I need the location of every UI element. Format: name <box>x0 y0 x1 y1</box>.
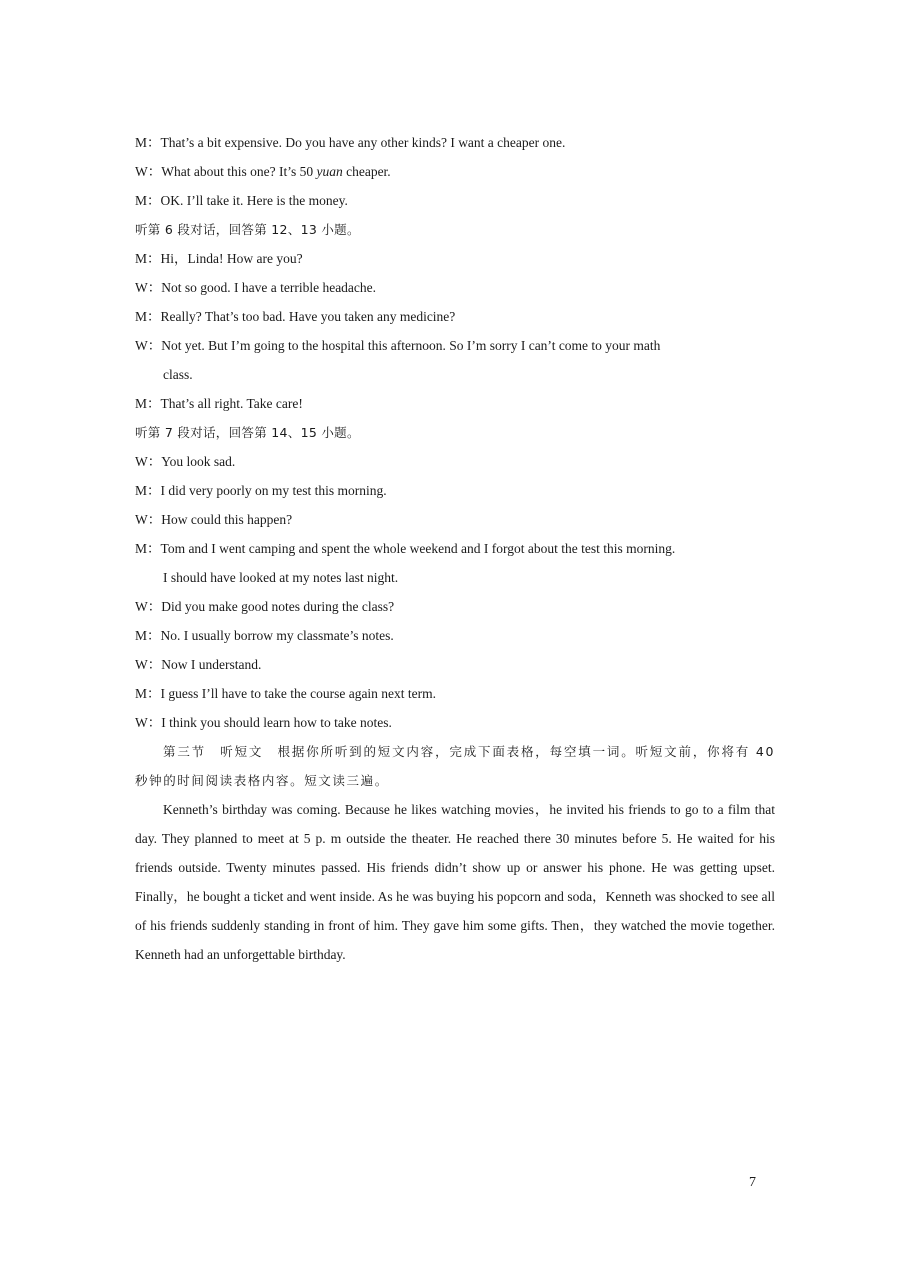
speaker-label: M： <box>135 193 161 208</box>
dialogue-text: Not yet. But I’m going to the hospital this afternoon. So I’m sorry I can’t come to your math <box>161 338 661 353</box>
dialogue-text: Did you make good notes during the class? <box>161 599 395 614</box>
speaker-label: M： <box>135 541 161 556</box>
dialogue-line <box>135 476 775 505</box>
section-3-instructions: 第三节 听短文 根据你所听到的短文内容，完成下面表格，每空填一词。听短文前，你将有 40 秒钟的时间阅读表格内容。短文读三遍。 <box>135 744 775 788</box>
speaker-label: W： <box>135 657 162 672</box>
dialogue-line <box>135 186 775 215</box>
dialogue-line <box>135 157 775 186</box>
speaker-label: M： <box>135 396 161 411</box>
dialogue-line <box>135 679 775 708</box>
speaker-label: M： <box>135 483 161 498</box>
transcript-page <box>135 128 775 969</box>
dialogue-line <box>135 244 775 273</box>
speaker-label: W： <box>135 280 162 295</box>
dialogue-text: cheaper. <box>342 164 391 179</box>
dialogue-text: That’s all right. Take care! <box>160 396 303 411</box>
dialogue-text: I did very poorly on my test this morning. <box>160 483 387 498</box>
dialogue-line <box>135 592 775 621</box>
page-number: 7 <box>749 1175 756 1190</box>
speaker-label: W： <box>135 164 162 179</box>
dialogue-line <box>135 505 775 534</box>
dialogue-line <box>135 708 775 737</box>
dialogue-continuation: class. <box>163 367 193 382</box>
dialogue-text: I guess I’ll have to take the course again next term. <box>160 686 437 701</box>
dialogue-text-italic: yuan <box>316 164 343 179</box>
speaker-label: M： <box>135 251 161 266</box>
dialogue-line <box>135 650 775 679</box>
dialogue-text: Now I understand. <box>161 657 262 672</box>
listening-passage: Kenneth’s birthday was coming. Because he likes watching movies，he invited his friends to go to a film that day. They planned to meet at 5 p. m outside the theater. He reached there 30 minutes before 5. He waited for his friends outside. Twenty minutes passed. His friends didn’t show up or answer his phone. He was getting upset. Finally，he bought a ticket and went inside. As he was buying his popcorn and soda，Kenneth was shocked to see all of his friends suddenly standing in front of him. They gave him some gifts. Then，they watched the movie together. Kenneth had an unforgettable birthday. <box>135 802 775 962</box>
dialogue-text: Tom and I went camping and spent the whole weekend and I forgot about the test this morning. <box>160 541 676 556</box>
dialogue-line <box>135 128 775 157</box>
dialogue-text: No. I usually borrow my classmate’s notes. <box>160 628 394 643</box>
dialogue-line <box>135 447 775 476</box>
dialogue-text: I think you should learn how to take notes. <box>161 715 392 730</box>
speaker-label: M： <box>135 309 161 324</box>
dialogue-line <box>135 273 775 302</box>
dialogue-text: That’s a bit expensive. Do you have any other kinds? I want a cheaper one. <box>160 135 566 150</box>
speaker-label: W： <box>135 512 162 527</box>
dialogue-text: OK. I’ll take it. Here is the money. <box>160 193 348 208</box>
dialogue-text: How could this happen? <box>161 512 293 527</box>
dialogue-continuation: I should have looked at my notes last night. <box>163 570 399 585</box>
dialogue-text: What about this one? It’s 50 <box>161 164 317 179</box>
dialogue-text: Hi，Linda! How are you? <box>160 251 303 266</box>
speaker-label: M： <box>135 686 161 701</box>
dialogue-line <box>135 389 775 418</box>
dialogue-heading: 听第 7 段对话，回答第 14、15 小题。 <box>135 425 360 440</box>
speaker-label: M： <box>135 135 161 150</box>
speaker-label: W： <box>135 338 162 353</box>
dialogue-line <box>135 534 775 563</box>
speaker-label: W： <box>135 599 162 614</box>
dialogue-text: Not so good. I have a terrible headache. <box>161 280 377 295</box>
dialogue-text: You look sad. <box>161 454 236 469</box>
speaker-label: M： <box>135 628 161 643</box>
dialogue-line <box>135 331 775 360</box>
speaker-label: W： <box>135 715 162 730</box>
speaker-label: W： <box>135 454 162 469</box>
dialogue-text: Really? That’s too bad. Have you taken any medicine? <box>160 309 456 324</box>
dialogue-line <box>135 302 775 331</box>
dialogue-heading: 听第 6 段对话，回答第 12、13 小题。 <box>135 222 360 237</box>
dialogue-line <box>135 621 775 650</box>
